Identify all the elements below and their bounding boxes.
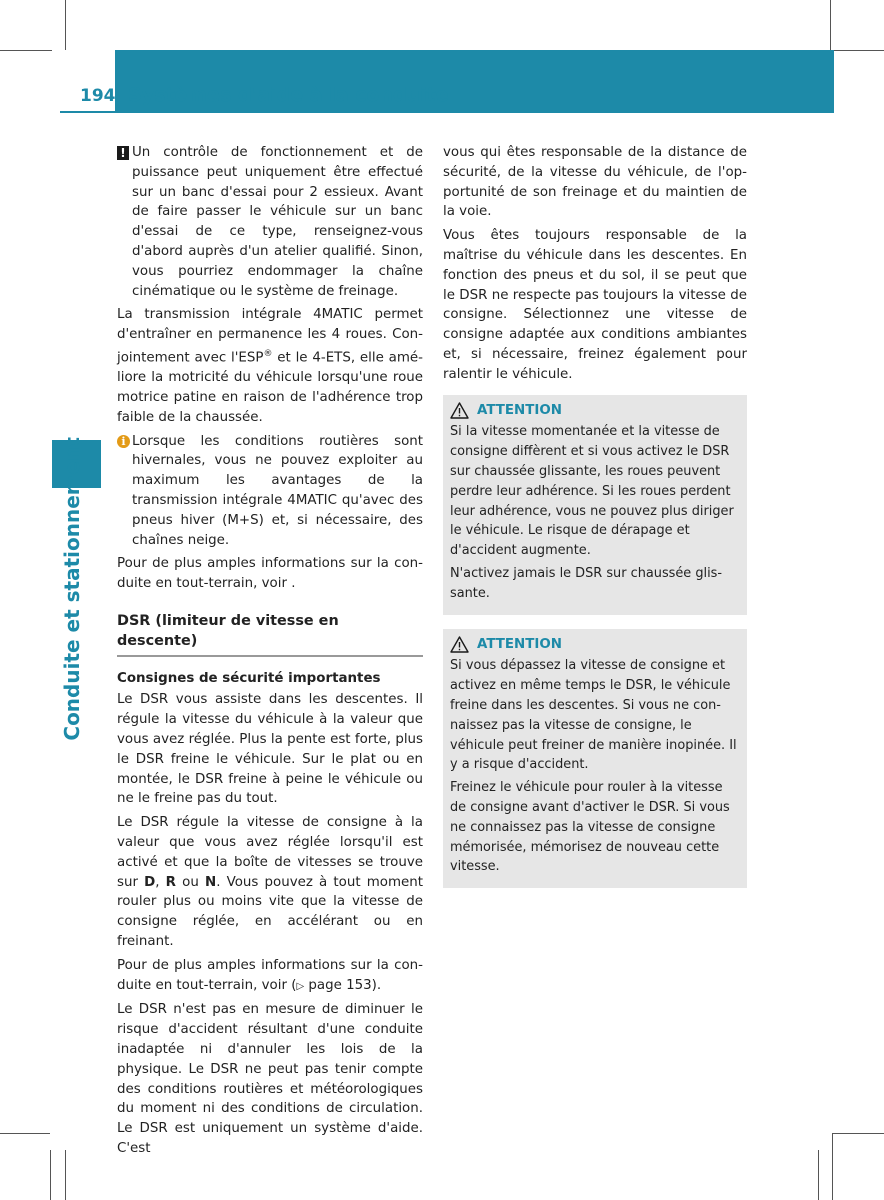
text-span: Pour de plus amples informations sur la conduite en tout-terrain, voir ( — [117, 957, 423, 993]
paragraph: Le DSR n'est pas en mesure de diminuer le risque d'accident résultant d'une conduite inadaptée ni d'annuler les lois de la physique. Le DSR ne peut pas tenir compte des conditions routières et météorologiques du moment ni des conditions de circulation. Le DSR est uniquement un système d'aide. C'est — [117, 1002, 423, 1156]
text-span: , — [155, 874, 166, 890]
paragraph: Pour de plus amples informations sur la conduite en tout-terrain, voir . — [117, 556, 423, 592]
info-note — [117, 432, 423, 551]
crop-mark — [818, 1150, 819, 1200]
warning-note — [117, 143, 423, 301]
text-span: ou — [175, 874, 205, 890]
warning-text: Si la vitesse momentanée et la vitesse de consigne diffèrent et si vous activez le DSR sur chaussée glissante, les roues peuvent perdre leur adhérence. Si les roues perdent leur adhérence, vous ne pouvez plus diriger le véhicule. Le risque de dérapage et d'accident augmente. — [450, 424, 734, 559]
text-span: et le 4-ETS, elle améliore la motricité du véhicule lorsqu'une roue motrice patine en raison de l'adhérence trop faible de la chaussée. — [117, 350, 424, 425]
paragraph — [117, 956, 423, 997]
warning-text: Freinez le véhicule pour rouler à la vitesse de consigne avant d'activer le DSR. Si vous ne connaissez pas la vitesse de consigne mémorisée, mémorisez de nouveau cette vitesse. — [450, 780, 730, 875]
header-rule — [60, 111, 834, 113]
warning-title: ATTENTION — [477, 636, 562, 652]
crop-mark — [50, 1150, 51, 1200]
page-ref-arrow-icon[interactable]: ▷ — [296, 980, 305, 992]
warning-box — [443, 629, 747, 889]
registered-mark: ® — [263, 348, 273, 359]
warning-title: ATTENTION — [477, 402, 562, 418]
section-heading: DSR (limiteur de vitesse en descente) — [117, 612, 423, 657]
paragraph: vous qui êtes responsable de la distance de sécurité, de la vitesse du véhicule, de l'opportunité de son freinage et du maintien de la voie. — [443, 145, 747, 220]
gear-d: D — [144, 874, 156, 890]
crop-mark — [0, 1133, 50, 1134]
warning-triangle-icon — [450, 402, 469, 419]
paragraph: Vous êtes toujours responsable de la maîtrise du véhicule dans les descentes. En fonction des pneus et du sol, il se peut que le DSR ne respecte pas toujours la vitesse de consigne. Sélectionnez une vitesse de consigne adaptée aux conditions ambiantes et, si nécessaire, freinez également pour ralentir le véhicule. — [443, 228, 747, 382]
crop-mark — [65, 1150, 66, 1200]
side-chapter-label: Conduite et stationnement — [60, 437, 84, 741]
warning-box — [443, 395, 747, 615]
note-text: Lorsque les conditions routières sont hivernales, vous ne pouvez exploiter au maximum les avantages de la transmission intégrale 4MATIC qu'avec des pneus hiver (M+S) et, si nécessaire, des chaînes neige. — [132, 433, 423, 548]
text-span: La transmission intégrale 4MATIC permet d'entraîner en permanence les 4 roues. Conjointement avec l'ESP — [117, 307, 423, 366]
paragraph — [117, 813, 423, 952]
left-column — [117, 143, 423, 1163]
gear-r: R — [165, 874, 176, 890]
warning-triangle-icon — [450, 636, 469, 653]
paragraph — [117, 305, 423, 427]
chapter-title: Systèmes d'aide à la conduite — [128, 84, 449, 106]
crop-mark — [830, 0, 831, 50]
crop-mark — [0, 50, 52, 51]
crop-mark — [832, 1133, 884, 1134]
page-number: 194 — [80, 86, 116, 106]
warning-text: N'activez jamais le DSR sur chaussée glissante. — [450, 565, 723, 601]
paragraph: Le DSR vous assiste dans les descentes. Il régule la vitesse du véhicule à la valeur que vous avez réglée. Plus la pente est forte, plus le DSR freine le véhicule. Sur le plat ou en montée, le DSR freine à peine le véhicule ou ne le freine pas du tout. — [117, 692, 423, 807]
exclamation-icon: ! — [117, 146, 129, 160]
crop-mark — [832, 50, 884, 51]
warning-text: Si vous dépassez la vitesse de consigne et activez en même temps le DSR, le véhicule freine dans les descentes. Si vous ne connaissez pas la vitesse de consigne, le véhicule peut freiner de manière inopinée. Il y a risque d'accident. — [450, 658, 737, 773]
crop-mark — [65, 0, 66, 50]
warning-header — [450, 401, 739, 421]
note-text: Un contrôle de fonctionnement et de puissance peut uniquement être effectué sur un banc d'essai pour 2 essieux. Avant de faire passer le véhicule sur un banc d'essai de ce type, renseignez-vous d'abord auprès d'un atelier qualifié. Sinon, vous pourriez endommager la chaîne cinématique ou le système de freinage. — [132, 145, 423, 299]
page-reference[interactable]: page 153). — [304, 977, 382, 993]
text-span: Le DSR régule la vitesse de consigne à la valeur que vous avez réglée lorsqu'il est activé et que la boîte de vitesses se trouve sur — [117, 815, 423, 890]
text-span: . Vous pouvez à tout moment rouler plus ou moins vite que la vitesse de consigne réglée, en accélérant ou en freinant. — [117, 874, 423, 949]
sub-heading: Consignes de sécurité importantes — [117, 670, 381, 686]
crop-mark — [832, 1133, 833, 1200]
info-icon: i — [117, 435, 130, 448]
right-column — [443, 143, 747, 902]
gear-n: N — [204, 874, 217, 890]
warning-header — [450, 635, 739, 655]
